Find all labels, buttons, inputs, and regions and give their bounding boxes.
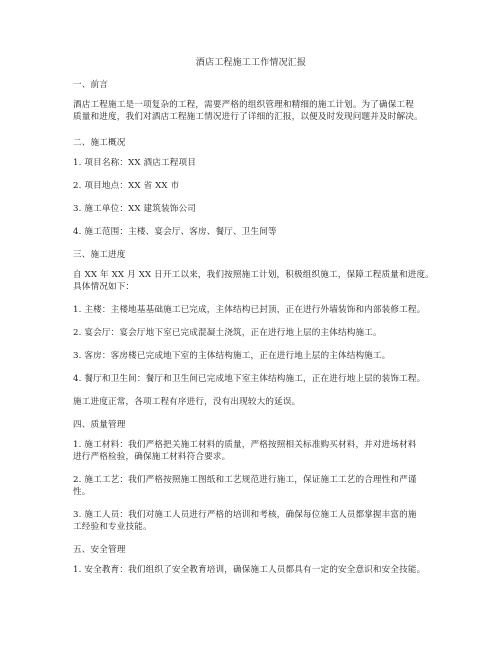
list-item: 3. 施工人员：我们对施工人员进行严格的培训和考核，确保每位施工人员都掌握丰富的施 — [73, 510, 417, 520]
list-item: 1. 主楼：主楼地基基础施工已完成，主体结构已封顶，正在进行外墙装饰和内部装修工程。 — [73, 305, 426, 315]
list-item: 3. 施工单位：XX 建筑装饰公司 — [73, 204, 196, 214]
list-item-continuation: 性。 — [73, 487, 91, 497]
paragraph-line: 施工进度正常，各项工程有序进行，没有出现较大的延误。 — [73, 397, 301, 407]
list-item: 4. 餐厅和卫生间：餐厅和卫生间已完成地下室主体结构施工，正在进行地上层的装饰工程。 — [73, 374, 426, 384]
list-item: 3. 客房：客房楼已完成地下室的主体结构施工，正在进行地上层的主体结构施工。 — [73, 351, 391, 361]
document-title: 酒店工程施工工作情况汇报 — [195, 58, 307, 68]
paragraph-line: 自 XX 年 XX 月 XX 日开工以来，我们按照施工计划，积极组织施工，保障工程质量和进度。 — [73, 270, 434, 280]
list-item: 2. 施工工艺：我们严格按照施工图纸和工艺规范进行施工，保证施工工艺的合理性和严谨 — [73, 475, 417, 485]
list-item: 1. 安全教育：我们组织了安全教育培训，确保施工人员都具有一定的安全意识和安全技能。 — [73, 565, 426, 575]
list-item: 1. 项目名称：XX 酒店工程项目 — [73, 158, 196, 168]
list-item-continuation: 工经验和专业技能。 — [73, 522, 152, 532]
section-heading: 一、前言 — [73, 80, 108, 90]
section-heading: 三、施工进度 — [73, 250, 126, 260]
list-item: 2. 项目地点：XX 省 XX 市 — [73, 181, 180, 191]
section-heading: 四、质量管理 — [73, 420, 126, 430]
list-item-continuation: 进行严格检验，确保施工材料符合要求。 — [73, 452, 231, 462]
section-heading: 五、安全管理 — [73, 545, 126, 555]
list-item: 4. 施工范围：主楼、宴会厅、客房、餐厅、卫生间等 — [73, 227, 277, 237]
list-item: 2. 宴会厅：宴会厅地下室已完成混凝土浇筑，正在进行地上层的主体结构施工。 — [73, 328, 382, 338]
paragraph-line: 质量和进度，我们对酒店工程施工情况进行了详细的汇报，以便及时发现问题并及时解决。 — [73, 112, 423, 122]
paragraph-line: 具体情况如下： — [73, 282, 135, 292]
section-heading: 二、施工概况 — [73, 138, 126, 148]
paragraph-line: 酒店工程施工是一项复杂的工程，需要严格的组织管理和精细的施工计划。为了确保工程 — [73, 100, 415, 110]
list-item: 1. 施工材料：我们严格把关施工材料的质量，严格按照相关标准购买材料，并对进场材料 — [73, 440, 417, 450]
